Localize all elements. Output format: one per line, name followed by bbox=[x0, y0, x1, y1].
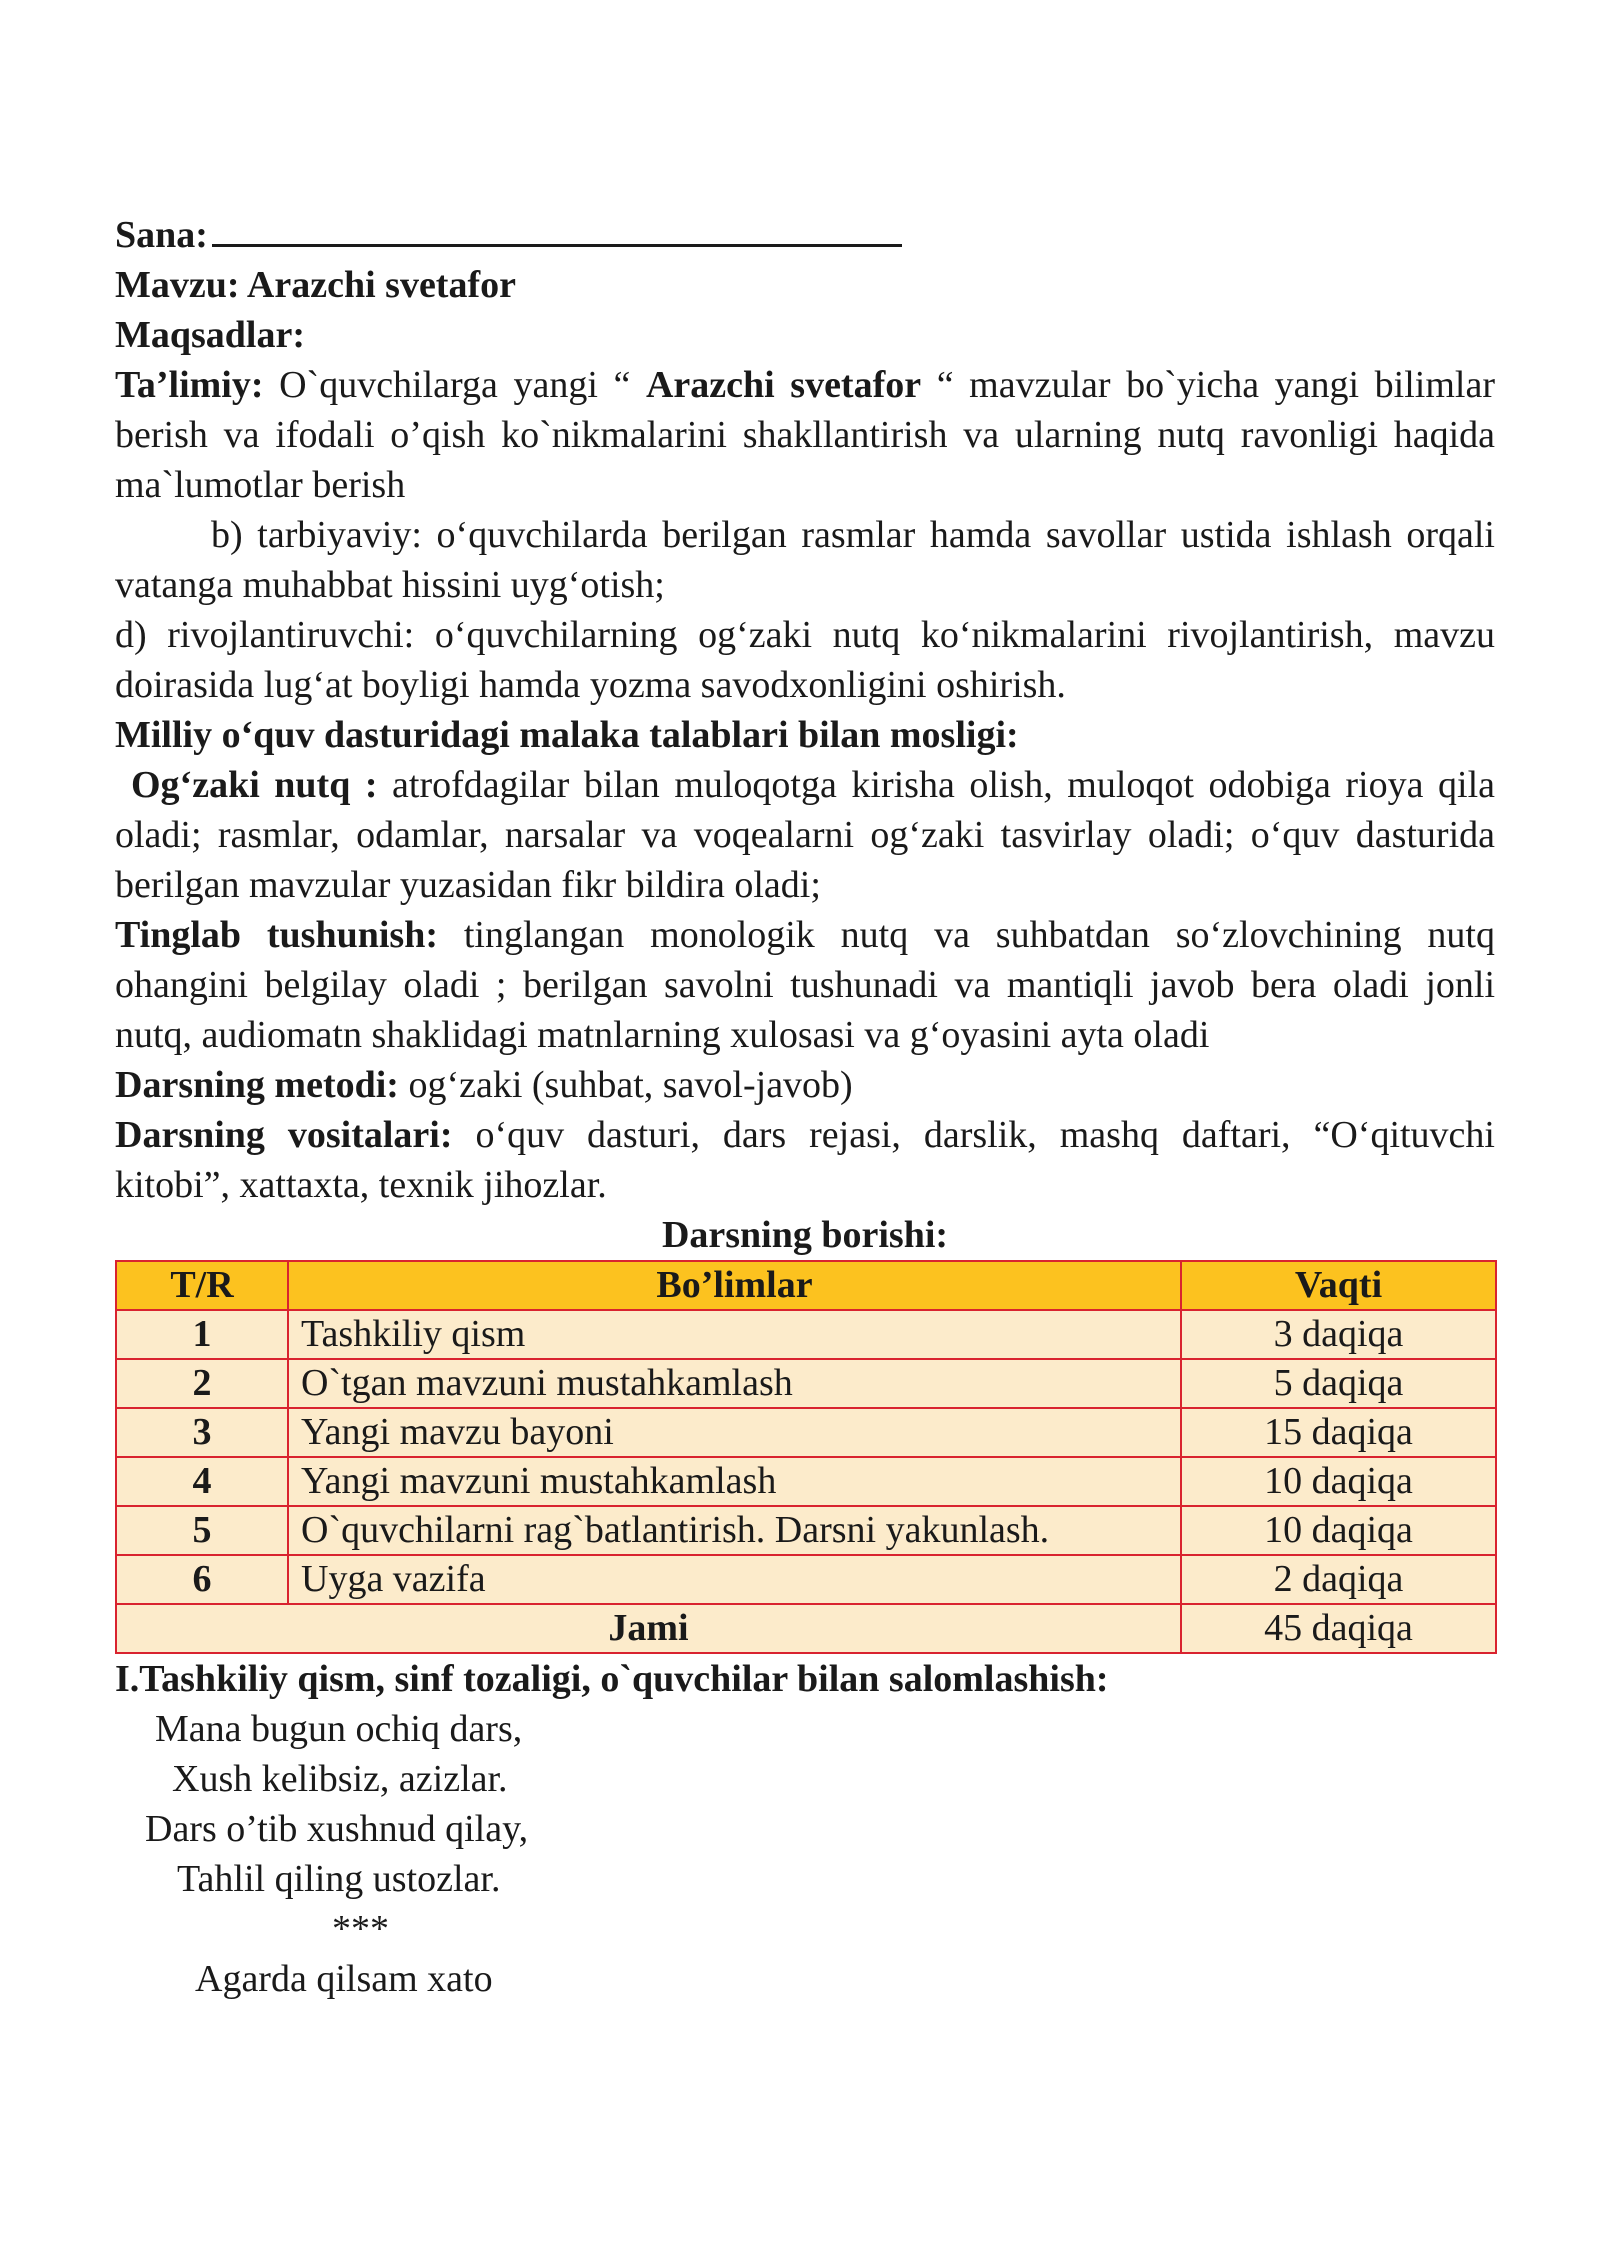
row-time: 10 daqiqa bbox=[1181, 1506, 1496, 1555]
row-number: 3 bbox=[116, 1408, 288, 1457]
goals-heading: Maqsadlar: bbox=[115, 314, 305, 356]
header-time: Vaqti bbox=[1181, 1261, 1496, 1310]
method-line bbox=[115, 1060, 1495, 1110]
lesson-plan-page bbox=[115, 210, 1495, 2004]
row-number: 1 bbox=[116, 1310, 288, 1359]
listening-paragraph bbox=[115, 910, 1495, 1060]
educational-goal-label: Ta’limiy: bbox=[115, 364, 264, 406]
oral-speech-label: Og‘zaki nutq : bbox=[131, 764, 378, 806]
developmental-goal: d) rivojlantiruvchi: o‘quvchilarning og‘zaki nutq ko‘nikmalarini rivojlantirish, mavzu doirasida lug‘at boyligi hamda yozma savodxonligini oshirish. bbox=[115, 614, 1495, 706]
topic-line: Mavzu: Arazchi svetafor bbox=[115, 264, 516, 306]
lesson-flow-table bbox=[115, 1260, 1497, 1654]
tools-label: Darsning vositalari: bbox=[115, 1114, 453, 1156]
table-header-row bbox=[116, 1261, 1496, 1310]
educational-goal-text-2: “ mavzular bo`yicha yangi bilimlar berish va ifodali o’qish ko`nikmalarini shakllantirish va ularning nutq ravonligi haqida ma`lumotlar berish bbox=[115, 364, 1495, 506]
listening-text: tinglangan monologik nutq va suhbatdan so‘zlovchining nutq ohangini belgilay oladi ; berilgan savolni tushunadi va mantiqli javob bera oladi jonli nutq, audiomatn shaklidagi matnlarning xulosasi va g‘oyasini ayta oladi bbox=[115, 914, 1495, 1056]
curriculum-heading: Milliy o‘quv dasturidagi malaka talablari bilan mosligi: bbox=[115, 714, 1019, 756]
oral-speech-text: atrofdagilar bilan muloqotga kirisha olish, muloqot odobiga rioya qila oladi; rasmlar, odamlar, narsalar va voqealarni og‘zaki tasvirlay oladi; o‘quv dasturida berilgan mavzular yuzasidan fikr bildira oladi; bbox=[115, 764, 1495, 906]
educational-goal bbox=[115, 360, 1495, 510]
greeting-poem bbox=[115, 1704, 1495, 2004]
table-total-row bbox=[116, 1604, 1496, 1653]
poem-line: Dars o’tib xushnud qilay, bbox=[145, 1808, 529, 1850]
tools-text: o‘quv dasturi, dars rejasi, darslik, mashq daftari, “O‘qituvchi kitobi”, xattaxta, texnik jihozlar. bbox=[115, 1114, 1495, 1206]
row-section: Tashkiliy qism bbox=[288, 1310, 1181, 1359]
date-label: Sana: bbox=[115, 214, 208, 256]
header-sections: Bo’limlar bbox=[288, 1261, 1181, 1310]
listening-label: Tinglab tushunish: bbox=[115, 914, 439, 956]
oral-speech-paragraph bbox=[115, 760, 1495, 910]
table-row bbox=[116, 1555, 1496, 1604]
poem-line: Tahlil qiling ustozlar. bbox=[177, 1858, 501, 1900]
date-blank-line bbox=[212, 210, 902, 247]
row-time: 2 daqiqa bbox=[1181, 1555, 1496, 1604]
poem-line: Agarda qilsam xato bbox=[195, 1958, 493, 2000]
section-1-heading: I.Tashkiliy qism, sinf tozaligi, o`quvchilar bilan salomlashish: bbox=[115, 1658, 1109, 1700]
method-text: og‘zaki (suhbat, savol-javob) bbox=[398, 1064, 853, 1106]
table-row bbox=[116, 1457, 1496, 1506]
method-label: Darsning metodi: bbox=[115, 1064, 399, 1106]
total-time: 45 daqiqa bbox=[1181, 1604, 1496, 1653]
row-time: 3 daqiqa bbox=[1181, 1310, 1496, 1359]
table-row bbox=[116, 1408, 1496, 1457]
lesson-flow-caption: Darsning borishi: bbox=[661, 1214, 949, 1256]
date-line bbox=[115, 210, 1495, 260]
header-number: T/R bbox=[116, 1261, 288, 1310]
row-section: O`quvchilarni rag`batlantirish. Darsni yakunlash. bbox=[288, 1506, 1181, 1555]
table-row bbox=[116, 1359, 1496, 1408]
row-section: Yangi mavzuni mustahkamlash bbox=[288, 1457, 1181, 1506]
poem-line: Mana bugun ochiq dars, bbox=[155, 1708, 523, 1750]
poem-separator: *** bbox=[332, 1908, 389, 1950]
poem-line: Xush kelibsiz, azizlar. bbox=[172, 1758, 508, 1800]
educational-goal-topic: Arazchi svetafor bbox=[645, 364, 922, 406]
row-section: Uyga vazifa bbox=[288, 1555, 1181, 1604]
table-row bbox=[116, 1310, 1496, 1359]
row-number: 4 bbox=[116, 1457, 288, 1506]
row-number: 5 bbox=[116, 1506, 288, 1555]
upbringing-goal: b) tarbiyaviy: o‘quvchilarda berilgan rasmlar hamda savollar ustida ishlash orqali vatanga muhabbat hissini uyg‘otish; bbox=[115, 514, 1495, 606]
row-time: 10 daqiqa bbox=[1181, 1457, 1496, 1506]
row-number: 2 bbox=[116, 1359, 288, 1408]
row-section: Yangi mavzu bayoni bbox=[288, 1408, 1181, 1457]
row-time: 5 daqiqa bbox=[1181, 1359, 1496, 1408]
total-label: Jami bbox=[116, 1604, 1181, 1653]
row-number: 6 bbox=[116, 1555, 288, 1604]
table-row bbox=[116, 1506, 1496, 1555]
tools-paragraph bbox=[115, 1110, 1495, 1210]
row-time: 15 daqiqa bbox=[1181, 1408, 1496, 1457]
educational-goal-text-1: O`quvchilarga yangi “ bbox=[263, 364, 646, 406]
row-section: O`tgan mavzuni mustahkamlash bbox=[288, 1359, 1181, 1408]
